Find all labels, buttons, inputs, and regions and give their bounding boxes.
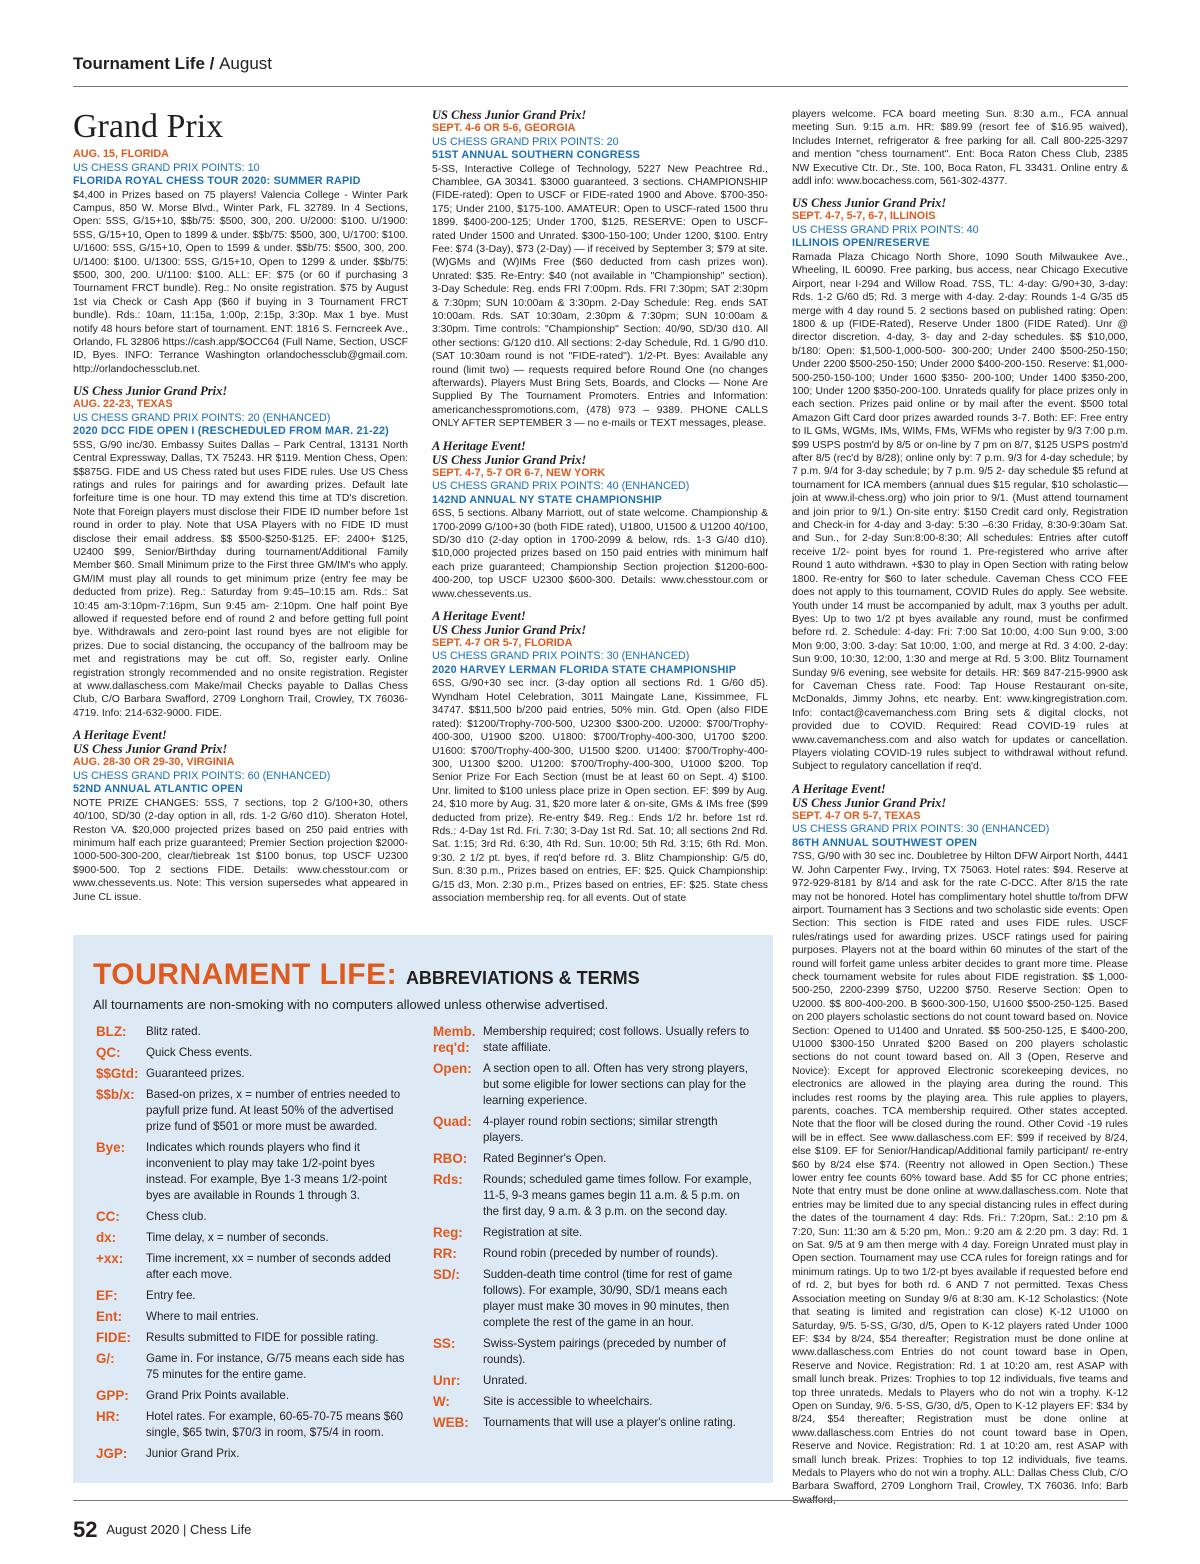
grand-prix-points: US CHESS GRAND PRIX POINTS: 20 bbox=[432, 135, 619, 148]
abbr-title-sub: ABBREVIATIONS & TERMS bbox=[405, 968, 640, 988]
event-date: SEPT. 4-7 OR 5-7, TEXAS bbox=[792, 809, 921, 822]
abbreviation-definition: Time increment, xx = number of seconds added after each move. bbox=[146, 1252, 391, 1281]
abbreviation-key: Ent: bbox=[96, 1309, 123, 1324]
header-separator: / bbox=[204, 54, 220, 73]
event-name: FLORIDA ROYAL CHESS TOUR 2020: SUMMER RAPID bbox=[73, 175, 361, 187]
event-details: 7SS, G/90 with 30 sec inc. Doubletree by Hilton DFW Airport North, 4441 W. John Carpenter Fwy., Irving, TX 75063. Hotel rates: $94. Reserve at 972-929-8181 by 8/14 and ask for the rate C-DCC. After 8/15 the rate may not be honored. Hotel has complimentary hotel shuttle to/from DFW airport. Tournament has 3 Sections and two scholastic side events: Open Section: This section is FIDE rated and uses FIDE rules. USCF rules/ratings used for awarding prizes. USCF ratings used for pairing purposes. Players not at the board within 60 minutes of the start of the round will forfeit game unless arbiter decides to grant more time. Please check tournament website for rules about FIDE registration. $$ 1,000-500-250, 2200-2399 $750, U2200 $750. Reserve Section: Open to U2000. $$ 800-400-200. B $600-300-150, U1600 $500-250-125. Based on 200 players scholastic sections do not count toward based on. Novice Section: Opened to U1400 and Unrated. $$ 500-250-125, E $400-200, U1000 $300-150 Unrated $200 Based on 200 players scholastic sections do not count toward based on. All 3 (Open, Reserve and Novice): Except for approved Electronic scorekeeping devices, no electronics are allowed in the playing area during the round. This includes rest rooms by the playing area. This rule applies to players, parents, coaches. TCA membership required. Other states accepted. Note that the floor will be closed during the round. Other Covid -19 rules will be in effect. See www.dallaschess.com EF: $99 if received by 8/24, else $109. EF for Senior/Handicap/Additional family participant/ re-entry $60 by 8/24 else $74. (Reentry not allowed in Open Section.) These lower entry fee counts 60% toward base. Add $5 for CC phone entries; Note that entry must be done online at www.dallaschess.com. Note that entries may be limited due to any special distancing rules in effect during the dates of the tournament 4 day: Rds. Fri.: 7:20pm, Sat.: 2:10 pm & 7:20, Sun: 11:30 am & 5:20 pm, Mon.: 9:20 am & 2:20 pm. 3 day: Rd. 1 on Sat. 9/5 at 9 am then merge with 4 day. Foreign Unrated must play in Open section. Tournament may use CCA rules for foreign ratings and for minimum ratings. Up to two 1/2-pt byes available if requested before end of rd. 2, but byes for both rd. 6 AND 7 not permitted. Texas Chess Association meeting on Sunday 9/6 at 8:30 am. K-12 Scholastics: (Note that seating is limited and registration can close) K-12 U1000 on Saturday, 9/5. 5-SS, G/30, d/5, Open to K-12 players rated Under 1000 EF: $34 by 8/24, $54 thereafter; Registration must be done online at www.dallaschess.com Entries do not count toward base in Open, Reserve and Novice. Registration: Rd. 1 at 10:20 am, rest ASAP with small lunch break. Prizes: Trophies to top 12 individuals, five teams and top three unrateds. Medals to Players who do not win a trophy. K-12 Open on Sunday, 9/6. 5-SS, G/30, d/5, Open to K-12 players EF: $34 by 8/24, $54 thereafter; Registration must be done online at www.dallaschess.com Entries do not count toward base in Open, Reserve and Novice. Registration: Rd. 1 at 10:20 am, rest ASAP with small lunch break. Prizes: Trophies to top 12 individuals, five teams. Medals to Players who do not win a trophy. ALL: Dallas Chess Club, C/O Barbara Swafford, 2709 Longhorn Trail, Crowley, TX 76036. Info: Barb Swafford, bbox=[792, 851, 1128, 1506]
abbreviation-key: SS: bbox=[433, 1336, 456, 1351]
abbreviation-definition: Unrated. bbox=[483, 1374, 528, 1387]
abbreviation-key: Reg: bbox=[433, 1225, 463, 1240]
tournament-listing bbox=[432, 609, 768, 905]
event-name: 86TH ANNUAL SOUTHWEST OPEN bbox=[792, 836, 978, 849]
event-details: Ramada Plaza Chicago North Shore, 1090 South Milwaukee Ave., Wheeling, IL 60090. Free parking, bus access, near Chicago Executive Airport, near I-294 and Willow Road. 7SS, TL: 4-day: G/90+30, 3-day: Rds. 1-2 G/60 d5; Rd. 3 merge with 4-day. 2-day: Rounds 1-4 G/35 d5 merge with 4 day round 5. 2 sections based on published rating: Open: 1800 & up (FIDE-Rated), Reserve Under 1800 (FIDE Rated). Unr @ director discretion. 4-day, 3- day and 2-day schedules. $$ $10,000, b/180: Open: $1,500-1,000-500- 300-200; Under 2400 $500-250-150; Under 2200 $500-250-150; Under 2000 $400-200-150. Reserve: $1,000-500-250-150-100; Under 1600 $350- 200-100; Under 1400 $350-200, 100; Under 1200 $350-200-100. Unrateds qualify for place prizes only in each section. Prizes paid online or by mail after the event. $500 total Amazon Gift Card door prizes awarded rounds 3-7. Both: EF: Free entry to IL GMs, WGMs, IMs, WIMs, FMs, WFMs who register by 9/3 7:00 p.m. $99 USPS postm'd by 8/5 or on-line by 7 pm on 8/7, $125 USPS postm'd after 8/5 (rec'd by 8/28); online only by: 7 p.m. 9/3 for 4-day schedule; by 7 p.m. 9/4 for 3-day schedule; by 7 p.m. 9/5 2- day schedule $5 refund at tournament for ICA members (annual dues $15 regular, $10 scholastic—join at www.il-chess.org) who join prior to 9/1. (Must attend tournament and join prior to 9/1.) On-site entry: $150 Credit card only, Registration and Check-in for 4-day and 3-day: 5:30 –6:30 Friday, 8:30-9:30am Sat. and Sun., for 2-day Sun:8:00-8:30; All schedules: Entries after cutoff receive 1/2- point byes for round 1. Pre-registered who arrive after Round 1 auto withdrawn. +$30 to play in Open Section with rating below 1800. Re-entry for $60 to later schedule. Caveman Chess CCO FEE does not apply to this tournament, COVID Rules do apply. See website. Youth under 14 must be accompanied by adult, max 3 youths per adult. Byes: Up to two 1/2 pt byes available any round, must be confirmed before rd. 2. Schedule: 4-day: Fri: 7:00 Sat 10:00, 4:00 Sun 9:00, 3:00 Mon 9:00, 3:00. 3-day: Sat 10:00, 1:00, and merge at Rd. 3 4:00. 2-day: Sun 9:00, 10:30, 12:00, 1:30 and merge at Rd. 5 3:00. Blitz Tournament Sunday 9/6 evening, see website for details. HR: $69 847-215-9900 ask for Caveman Chess rate. Food: Tap House Restaurant on-site, McDonalds, Jimmy Johns, etc nearby. Ent: www.kingregistration.com. Info: contact@cavemanchess.com Bring sets & digital clocks, not provided due to COVID. Required: Read COVID-19 rules at www.cavemanchess.com and also watch for updates or cancellation. Players violating COVID-19 rules subject to withdrawal without refund. Subject to regulatory cancellation if req'd. bbox=[792, 251, 1128, 773]
abbreviation-key: RBO: bbox=[433, 1151, 468, 1166]
abbreviation-definition: Hotel rates. For example, 60-65-70-75 means $60 single, $65 twin, $70/3 in room, $75/4 in room. bbox=[146, 1410, 404, 1439]
abbreviations-intro: All tournaments are non-smoking with no computers allowed unless otherwise advertised. bbox=[93, 997, 609, 1012]
grand-prix-points: US CHESS GRAND PRIX POINTS: 10 bbox=[73, 161, 260, 174]
abbreviation-definition: Site is accessible to wheelchairs. bbox=[483, 1395, 653, 1408]
abbreviation-key: +xx: bbox=[96, 1251, 124, 1266]
abbreviation-definition: Grand Prix Points available. bbox=[146, 1389, 290, 1402]
event-details: 6SS, 5 sections. Albany Marriott, out of state welcome. Championship & 1700-2099 G/100+30 (both FIDE rated), U1800, U1500 & U1200 40/100, SD/30 d10 (2-day option in 1700-2099 & below, rds. 1-3 G/40 d10). $10,000 projected prizes based on 150 paid entries with minimum half each prize guaranteed; Championship Section projection $1200-600-400-200, top USCF U2300 $600-300. Details: www.chesstour.com or www.chessevents.us. bbox=[432, 508, 768, 600]
abbreviations-title bbox=[93, 958, 640, 992]
abbreviation-key: $$Gtd: bbox=[96, 1066, 139, 1081]
abbreviation-term bbox=[96, 1140, 406, 1204]
abbreviation-key: JGP: bbox=[96, 1446, 128, 1461]
abbreviation-term bbox=[96, 1409, 406, 1441]
abbreviation-key: HR: bbox=[96, 1409, 120, 1424]
event-details: 5-SS, Interactive College of Technology, 5227 New Peachtree Rd., Chamblee, GA 30341. $3000 guaranteed. 3 sections. CHAMPIONSHIP (FIDE-rated): Open to USCF or FIDE-rated 1900 and Above. $700-350-175; Under 2100, $175-100. AMATEUR: Open to USCF-rated 1500 thru 1899. $400-200-125; Under 1700, $125. RESERVE: Open to USCF-rated Under 1500 and Unrated. $300-150-100; Under 1200, $100. Entry Fee: $74 (3-Day), $73 (2-Day) — if received by September 3; $79 at site. (W)GMs and (W)IMs Free ($60 deducted from cash prizes won). Unrated: $35. Re-Entry: $40 (not available in "Championship" section). 3-Day Schedule: Reg. ends FRI 7:00pm. Rds. FRI 7:30pm; SAT 2:30pm & 7:30pm; SUN 10:00am & 3:30pm. 2-Day Schedule: Reg. ends SAT 10:00am. Rds. SAT 10:30am, 2:30pm & 7:30pm; SUN 10:00am & 3:30pm. Time controls: "Championship" Section: 40/90, SD/30 d10. All other sections: G/120 d10. All sections: 2-day Schedule, Rd. 1 G/90 d10. (SAT 10:30am round is not "FIDE-rated"). 1/2-Pt. Byes: Available any round (limit two) — requests required before Round One (no changes afterwards). Players Must Bring Sets, Boards, and Clocks — None Are Supplied By The Tournament Promoters. Entries and Information: americanchesspromotions.com, (478) 973 – 9389. PHONE CALLS ONLY AFTER SEPTEMBER 3 — no e-mails or TEXT messages, please. bbox=[432, 163, 768, 430]
abbreviation-definition: Results submitted to FIDE for possible rating. bbox=[146, 1331, 379, 1344]
abbreviations-right-list bbox=[433, 1024, 753, 1436]
grand-prix-points: US CHESS GRAND PRIX POINTS: 30 (ENHANCED) bbox=[432, 650, 690, 663]
abbreviation-term bbox=[96, 1351, 406, 1383]
event-date: AUG. 28-30 OR 29-30, VIRGINIA bbox=[73, 756, 235, 769]
tournament-listing bbox=[73, 148, 408, 376]
abbreviation-definition: A section open to all. Often has very strong players, but some eligible for lower sections can play for the learning experience. bbox=[483, 1062, 748, 1107]
abbreviation-term bbox=[96, 1230, 406, 1246]
abbreviation-key: G/: bbox=[96, 1351, 115, 1366]
junior-grand-prix-label: US Chess Junior Grand Prix! bbox=[73, 384, 228, 399]
abbreviation-term bbox=[433, 1151, 753, 1167]
header-rule bbox=[73, 86, 1128, 87]
abbreviation-definition: Based-on prizes, x = number of entries needed to payfull prize fund. At least 50% of the advertised prize fund of $501 or more must be awarded. bbox=[146, 1088, 401, 1133]
abbreviations-left-list bbox=[96, 1024, 406, 1467]
page-footer bbox=[73, 1517, 251, 1543]
event-details: $4,400 in Prizes based on 75 players! Valencia College - Winter Park Campus, 850 W. Morse Blvd., Winter Park, FL 32789. In 4 Sections, Open: 5SS, G/15+10, $$b/75: $500, 300, 200. U/2000: $100. U/1900: 5SS, G/15+10, Open to 1899 & under. $$b/75: $500, 300, U/1700: $100. U/1600: 5SS, G/15+10, Open to 1599 & under. $$b/75: $500, 300, 200. U/1400: $100. U/1300: 5SS, G/15+10, Open to 1299 & under. $$b/75: $500, 300, 200. U/1100: $100. ALL: EF: $75 (or 60 if purchasing 3 Tournament FRCT bundle). Reg.: No onsite registration. $75 by August 1st via Check or Cash App ($60 if buying in 3 Tournament FRCT bundle). Rds.: 10am, 11:15a, 1:00p, 2:15p, 3:30p. Max 1 bye. Must notify 48 hours before start of tournament. ENT: 1816 S. Ferncreek Ave., Orlando, FL 32806 https://cash.app/$OCC64 (Full Name, Section, USCF ID, Byes. INFO: Terrance Washington orlandochessclub@gmail.com. http://orlandochessclub.net. bbox=[73, 189, 408, 375]
event-details: 6SS, G/90+30 sec incr. (3-day option all sections Rd. 1 G/60 d5). Wyndham Hotel Celebration, 3011 Maingate Lane, Kissimmee, FL 34747. $$11,500 b/200 paid entries, 50% min. Gtd. Open (also FIDE rated): $1200/Trophy-700-500, U2300 $300-200. U2000: $700/Trophy-400-300, U1900 $200. U1800: $700/Trophy-400-300, U1700 $200. U1600: $700/Trophy-400-300, U1500 $200. U1400: $700/Trophy-400-300, U1300 $200. U1200: $700/Trophy-400-300, U1000 $200. Top Senior Prize For Each Section (must be at least 60 on Sept. 4) $100. Unr. limited to $100 unless place prize in Open section. EF: $99 by Aug. 24, $10 more by Aug. 31, $20 more later & on-site, GMs & IMs free ($99 deducted from prize). Re-entry $49. Reg.: Ends 1/2 hr. before 1st rd. Rds.: 4-Day 1st Rd. Fri. 7:30; 3-Day 1st Rd. Sat. 10; all sections 2nd Rd. Sat. 1:15; 3rd Rd. 6:30, 4th Rd. Sun. 10:00; 5th Rd. 3:15; 6th Rd. Mon. 9:30. 2 1/2 pt. byes, if req'd before rd. 3. Blitz Championship: G/5 d0, Sun. 8:30 p.m., Prizes based on entries, EF: $25. Quick Championship: G/15 d3, Mon. 2:30 p.m., Prizes based on entries, EF: $25. State chess association membership req. for all events. Out of state bbox=[432, 678, 768, 904]
event-date: AUG. 15, FLORIDA bbox=[73, 148, 169, 160]
running-header bbox=[73, 54, 272, 74]
footer-rule bbox=[73, 1500, 1128, 1501]
abbreviation-definition: Tournaments that will use a player's online rating. bbox=[483, 1416, 736, 1429]
abbreviation-definition: Entry fee. bbox=[146, 1289, 196, 1302]
abbreviation-term bbox=[96, 1045, 406, 1061]
abbreviation-term bbox=[96, 1024, 406, 1040]
event-name: 52ND ANNUAL ATLANTIC OPEN bbox=[73, 783, 243, 796]
heritage-label: A Heritage Event! bbox=[432, 438, 526, 453]
abbreviation-term bbox=[433, 1114, 753, 1146]
abbreviation-term bbox=[96, 1209, 406, 1225]
abbreviation-term bbox=[96, 1251, 406, 1283]
abbreviation-definition: Where to mail entries. bbox=[146, 1310, 259, 1323]
page-number: 52 bbox=[73, 1517, 98, 1542]
abbreviation-definition: Time delay, x = number of seconds. bbox=[146, 1231, 329, 1244]
junior-grand-prix-label: US Chess Junior Grand Prix! bbox=[73, 742, 228, 757]
event-date: SEPT. 4-6 OR 5-6, GEORGIA bbox=[432, 122, 576, 134]
event-date: AUG. 22-23, TEXAS bbox=[73, 398, 173, 411]
abbreviation-definition: Registration at site. bbox=[483, 1226, 583, 1239]
abbreviation-key: Bye: bbox=[96, 1140, 126, 1155]
junior-grand-prix-label: US Chess Junior Grand Prix! bbox=[432, 108, 587, 122]
abbreviation-term bbox=[433, 1394, 753, 1410]
grand-prix-points: US CHESS GRAND PRIX POINTS: 30 (ENHANCED) bbox=[792, 823, 1050, 836]
abbreviation-definition: Guaranteed prizes. bbox=[146, 1067, 245, 1080]
tournament-listing bbox=[432, 439, 768, 601]
abbreviation-definition: Sudden-death time control (time for rest of game follows). For example, 30/90, SD/1 means each player must make 30 moves in 90 minutes, then complete the rest of the game in an hour. bbox=[483, 1268, 733, 1329]
tournament-listing bbox=[792, 782, 1128, 1507]
heritage-label: A Heritage Event! bbox=[73, 728, 167, 743]
abbreviation-key: CC: bbox=[96, 1209, 120, 1224]
tournament-listing bbox=[432, 108, 768, 431]
abbreviation-key: RR: bbox=[433, 1246, 457, 1261]
event-date: SEPT. 4-7, 5-7 OR 6-7, NEW YORK bbox=[432, 466, 606, 479]
abbreviation-term bbox=[96, 1066, 406, 1082]
event-details: players welcome. FCA board meeting Sun. 8:30 a.m., FCA annual meeting Sun. 9:15 a.m. HR: $89.99 (resort fee of $16.95 waived), Includes Internet, refrigerator & free parking for all. Call 800-225-3297 and mention "chess tournament". Ent: Boca Raton Chess Club, 2385 NW Executive Ctr. Dr., Ste. 100, Boca Raton, FL 33431. Online entry & addl info: www.bocachess.com, 561-302-4377. bbox=[792, 109, 1128, 188]
abbreviation-term bbox=[433, 1024, 753, 1056]
abbreviation-key: QC: bbox=[96, 1045, 121, 1060]
event-date: SEPT. 4-7, 5-7, 6-7, ILLINOIS bbox=[792, 210, 936, 223]
abbreviation-definition: Swiss-System pairings (preceded by number of rounds). bbox=[483, 1337, 726, 1366]
abbreviation-term bbox=[96, 1446, 406, 1462]
abbreviation-key: WEB: bbox=[433, 1415, 469, 1430]
tournament-listing bbox=[73, 384, 408, 720]
abbreviation-term bbox=[433, 1373, 753, 1389]
abbreviation-term bbox=[96, 1087, 406, 1135]
header-month: August bbox=[219, 54, 273, 73]
junior-grand-prix-label: US Chess Junior Grand Prix! bbox=[432, 452, 587, 467]
junior-grand-prix-label: US Chess Junior Grand Prix! bbox=[792, 196, 947, 211]
tournament-listing bbox=[792, 196, 1128, 773]
abbreviation-definition: Quick Chess events. bbox=[146, 1046, 253, 1059]
abbreviation-term bbox=[433, 1061, 753, 1109]
footer-text: August 2020 | Chess Life bbox=[106, 1522, 252, 1537]
abbreviation-term bbox=[96, 1388, 406, 1404]
abbreviation-term bbox=[433, 1336, 753, 1368]
abbreviation-definition: Rounds; scheduled game times follow. For example, 11-5, 9-3 means games begin 11 a.m. & 5 p.m. on the first day, 9 a.m. & 3 p.m. on the second day. bbox=[483, 1173, 752, 1218]
abbreviation-definition: Game in. For instance, G/75 means each side has 75 minutes for the entire game. bbox=[146, 1352, 405, 1381]
abbreviation-key: dx: bbox=[96, 1230, 117, 1245]
abbreviation-definition: 4-player round robin sections; similar strength players. bbox=[483, 1115, 718, 1144]
abbreviation-definition: Chess club. bbox=[146, 1210, 207, 1223]
abbreviation-key: Unr: bbox=[433, 1373, 461, 1388]
abbreviation-definition: Blitz rated. bbox=[146, 1025, 201, 1038]
abbreviation-term bbox=[433, 1172, 753, 1220]
abbreviation-key: $$b/x: bbox=[96, 1087, 135, 1102]
header-section: Tournament Life bbox=[73, 54, 205, 73]
grand-prix-points: US CHESS GRAND PRIX POINTS: 20 (ENHANCED) bbox=[73, 411, 331, 424]
abbreviation-key: GPP: bbox=[96, 1388, 129, 1403]
abbreviation-key: W: bbox=[433, 1394, 450, 1409]
abbreviation-key: EF: bbox=[96, 1288, 118, 1303]
abbreviation-term bbox=[433, 1415, 753, 1431]
event-name: 51ST ANNUAL SOUTHERN CONGRESS bbox=[432, 149, 640, 161]
abbreviation-definition: Membership required; cost follows. Usually refers to state affiliate. bbox=[483, 1025, 750, 1054]
grand-prix-points: US CHESS GRAND PRIX POINTS: 40 (ENHANCED) bbox=[432, 480, 690, 493]
abbreviation-key: FIDE: bbox=[96, 1330, 131, 1345]
abbreviation-term bbox=[433, 1246, 753, 1262]
abbreviation-term bbox=[96, 1288, 406, 1304]
event-details: 5SS, G/90 inc/30. Embassy Suites Dallas – Park Central, 13131 North Central Expressway, Dallas, TX 75243. HR $119. Mention Chess, Open: $$875G. FIDE and US Chess rated but uses FIDE rules. Use US Chess ratings and rules for pairings and for awarding prizes. Default late forfeiture time is one hour. TD may extend this time at TD's discretion. Note that Foreign players must disclose their FIDE ID number before 1st round in order to play. Note that USA Players with no FIDE ID must disclose their email address. $$ $500-$250-$125. EF: 2400+ $125, U2400 $99, Senior/Birthday during tournament/Additional Family Member $60. Small Minimum prize to the First three GM/IM's who apply. GM/IM must play all rounds to get minimum prize (entry fee may be deducted from prize). Reg.: Saturday from 9:45–10:15 am. Rds.: Sat 10:45 am-3:10pm-7:16pm, Sun 9:45 am- 2:10pm. One half point Bye allowed if requested before end of round 2 and before getting full point bye. Withdrawals and zero-point last round byes are not eligible for prizes. Due to social distancing, the occupancy of the ballroom may be met and registrations may be cut off. So, register early. Online registration strongly recommended and no onsite registration. Register at www.dallaschess.com Make/mail Checks payable to Dallas Chess Club, C/O Barbara Swafford, 2709 Longhorn Trail, Crowley, TX 76036-4719. Info: 214-632-9000. FIDE. bbox=[73, 439, 408, 719]
junior-grand-prix-label: US Chess Junior Grand Prix! bbox=[792, 795, 947, 810]
event-date: SEPT. 4-7 OR 5-7, FLORIDA bbox=[432, 636, 573, 649]
heritage-label: A Heritage Event! bbox=[432, 608, 526, 623]
abbreviation-definition: Rated Beginner's Open. bbox=[483, 1152, 607, 1165]
grand-prix-title: Grand Prix bbox=[73, 108, 224, 145]
column-1 bbox=[73, 108, 408, 912]
abbreviation-definition: Round robin (preceded by number of rounds). bbox=[483, 1247, 719, 1260]
abbreviation-definition: Junior Grand Prix. bbox=[146, 1447, 240, 1460]
abbreviation-definition: Indicates which rounds players who find it inconvenient to play may take 1/2-point byes instead. For example, Bye 1-3 means 1/2-point byes are available in Rounds 1 through 3. bbox=[146, 1141, 388, 1202]
event-name: 2020 DCC FIDE OPEN I (RESCHEDULED FROM MAR. 21-22) bbox=[73, 425, 389, 438]
event-name: 142ND ANNUAL NY STATE CHAMPIONSHIP bbox=[432, 493, 662, 506]
heritage-label: A Heritage Event! bbox=[792, 781, 886, 796]
abbreviation-term bbox=[96, 1330, 406, 1346]
column-2 bbox=[432, 108, 768, 913]
abbreviation-key: SD/: bbox=[433, 1267, 460, 1282]
abbreviation-term bbox=[433, 1267, 753, 1331]
abbreviation-term bbox=[433, 1225, 753, 1241]
abbreviation-term bbox=[96, 1309, 406, 1325]
grand-prix-points: US CHESS GRAND PRIX POINTS: 40 bbox=[792, 223, 979, 236]
abbreviation-key: Open: bbox=[433, 1061, 472, 1076]
abbreviation-key: Memb. req'd: bbox=[433, 1024, 476, 1055]
abbr-title-main: TOURNAMENT LIFE: bbox=[93, 958, 398, 991]
event-name: ILLINOIS OPEN/RESERVE bbox=[792, 237, 930, 250]
column-3 bbox=[792, 108, 1128, 1515]
tournament-listing bbox=[792, 108, 1128, 188]
abbreviation-key: Quad: bbox=[433, 1114, 472, 1129]
event-details: NOTE PRIZE CHANGES: 5SS, 7 sections, top 2 G/100+30, others 40/100, SD/30 (2-day option in all, rds. 1-2 G/60 d10). Sheraton Hotel, Reston VA. $20,000 projected prizes based on 250 paid entries with minimum half each prize guaranteed; Premier Section projection $2000-1000-500-300-200, clear/tiebreak 1st $100 bonus, top USCF U2300 $900-500. Top 2 sections FIDE. Details: www.chesstour.com or www.chessevents.us. Note: This version supersedes what appeared in June CL issue. bbox=[73, 797, 408, 903]
abbreviation-key: BLZ: bbox=[96, 1024, 127, 1039]
abbreviation-key: Rds: bbox=[433, 1172, 463, 1187]
junior-grand-prix-label: US Chess Junior Grand Prix! bbox=[432, 622, 587, 637]
grand-prix-points: US CHESS GRAND PRIX POINTS: 60 (ENHANCED) bbox=[73, 769, 331, 782]
event-name: 2020 HARVEY LERMAN FLORIDA STATE CHAMPIONSHIP bbox=[432, 663, 737, 676]
tournament-listing bbox=[73, 728, 408, 904]
